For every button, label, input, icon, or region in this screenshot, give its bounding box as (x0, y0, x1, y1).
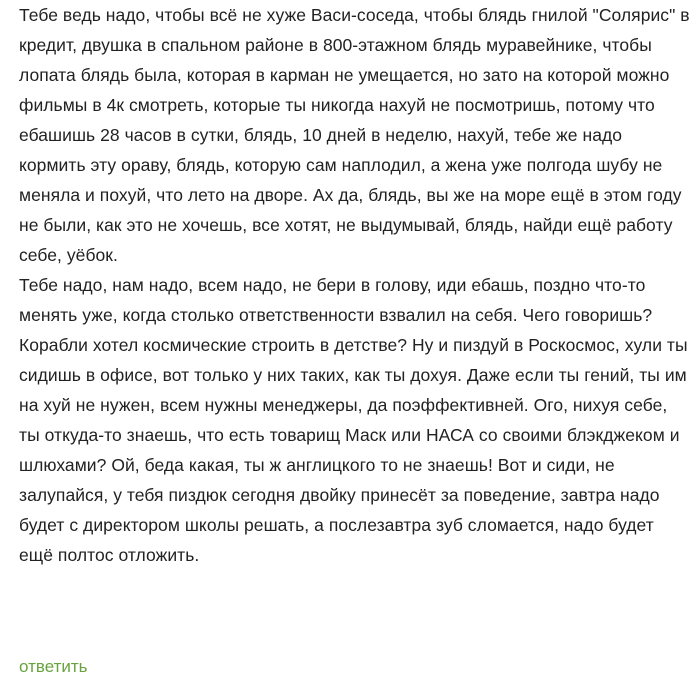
reply-link[interactable]: ответить (19, 657, 88, 676)
comment-paragraph: Тебе надо, нам надо, всем надо, не бери в голову, иди ебашь, поздно что-то менять уже, когда столько ответственности взвалил на себя. Чего говоришь? Корабли хотел космические строить в детстве? Ну и пиздуй в Роскосмос, хули ты сидишь в офисе, вот только у них таких, как ты дохуя. Даже если ты гений, ты им на хуй не нужен, всем нужны менеджеры, да поэффективней. Ого, нихуя себе, ты откуда-то знаешь, что есть товарищ Маск или НАСА со своими блэкджеком и шлюхами? Ой, беда какая, ты ж англицкого то не знаешь! Вот и сиди, не залупайся, у тебя пиздюк сегодня двойку принесёт за поведение, завтра надо будет с директором школы решать, а послезавтра зуб сломается, надо будет ещё полтос отложить. (19, 275, 688, 565)
comment-body (19, 0, 691, 570)
comment-paragraph: Тебе ведь надо, чтобы всё не хуже Васи-соседа, чтобы блядь гнилой "Солярис" в кредит, двушка в спальном районе в 800-этажном блядь муравейнике, чтобы лопата блядь была, которая в карман не умещается, но зато на которой можно фильмы в 4к смотреть, которые ты никогда нахуй не посмотришь, потому что ебашишь 28 часов в сутки, блядь, 10 дней в неделю, нахуй, тебе же надо кормить эту ораву, блядь, которую сам наплодил, а жена уже полгода шубу не меняла и похуй, что лето на дворе. Ах да, блядь, вы же на море ещё в этом году не были, как это не хочешь, все хотят, не выдумывай, блядь, найди ещё работу себе, уёбок. (19, 5, 690, 265)
